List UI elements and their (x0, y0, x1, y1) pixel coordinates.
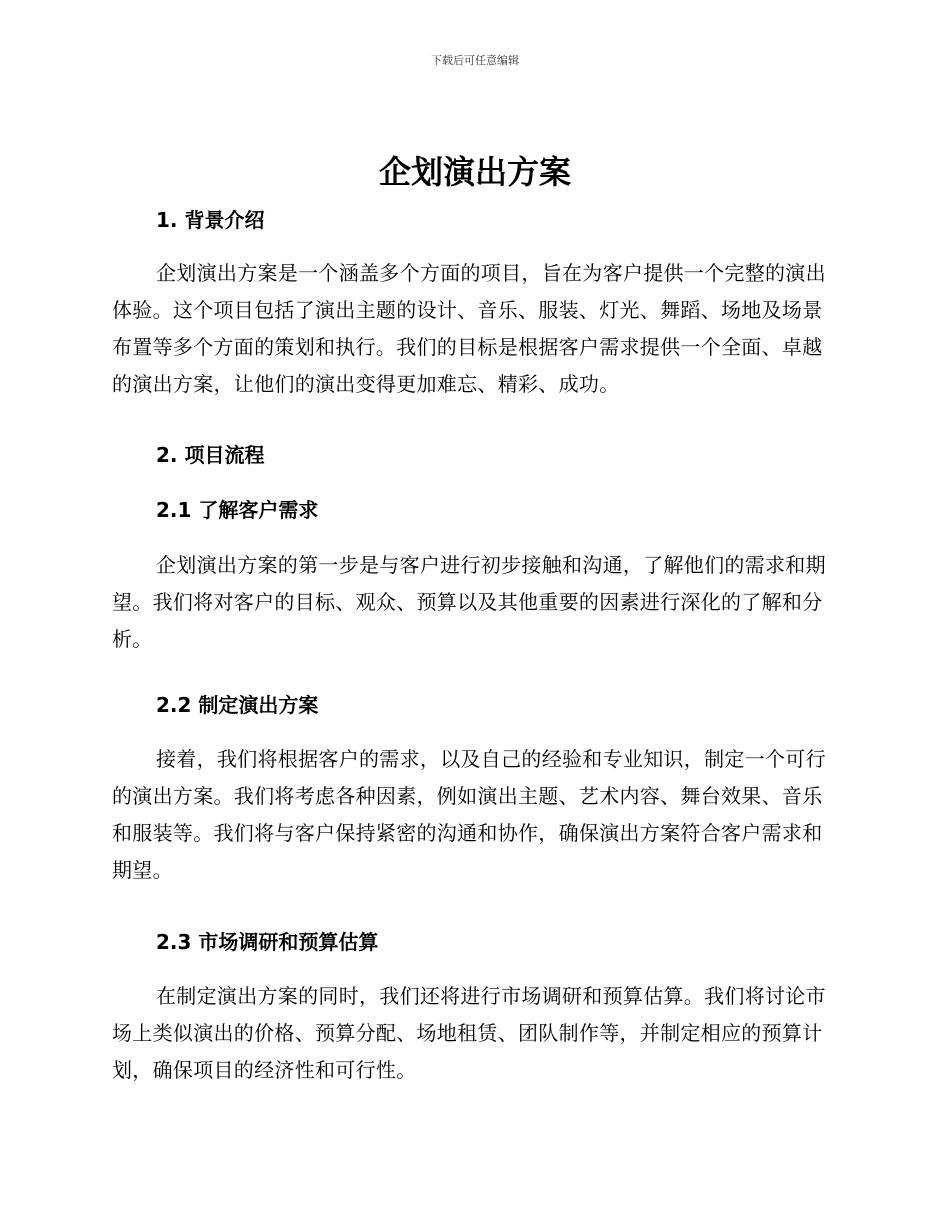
section-heading-process: 2. 项目流程 (156, 443, 265, 467)
section-heading-client-needs: 2.1 了解客户需求 (156, 498, 319, 522)
section-paragraph-plan: 接着，我们将根据客户的需求，以及自己的经验和专业知识，制定一个可行的演出方案。我们将考虑各种因素，例如演出主题、艺术内容、舞台效果、音乐和服装等。我们将与客户保持紧密的沟通和协作，确保演出方案符合客户需求和期望。 (112, 747, 826, 882)
section-paragraph-background: 企划演出方案是一个涵盖多个方面的项目，旨在为客户提供一个完整的演出体验。这个项目包括了演出主题的设计、音乐、服装、灯光、舞蹈、场地及场景布置等多个方面的策划和执行。我们的目标是根据客户需求提供一个全面、卓越的演出方案，让他们的演出变得更加难忘、精彩、成功。 (112, 261, 826, 396)
section-paragraph-market-budget: 在制定演出方案的同时，我们还将进行市场调研和预算估算。我们将讨论市场上类似演出的价格、预算分配、场地租赁、团队制作等，并制定相应的预算计划，确保项目的经济性和可行性。 (112, 984, 826, 1082)
section-paragraph-client-needs: 企划演出方案的第一步是与客户进行初步接触和沟通，了解他们的需求和期望。我们将对客户的目标、观众、预算以及其他重要的因素进行深化的了解和分析。 (112, 553, 826, 651)
section-heading-background: 1. 背景介绍 (156, 208, 265, 232)
section-heading-plan: 2.2 制定演出方案 (156, 693, 319, 717)
document-title: 企划演出方案 (378, 153, 571, 191)
section-heading-market-budget: 2.3 市场调研和预算估算 (156, 930, 379, 954)
header-note: 下载后可任意编辑 (431, 54, 519, 67)
